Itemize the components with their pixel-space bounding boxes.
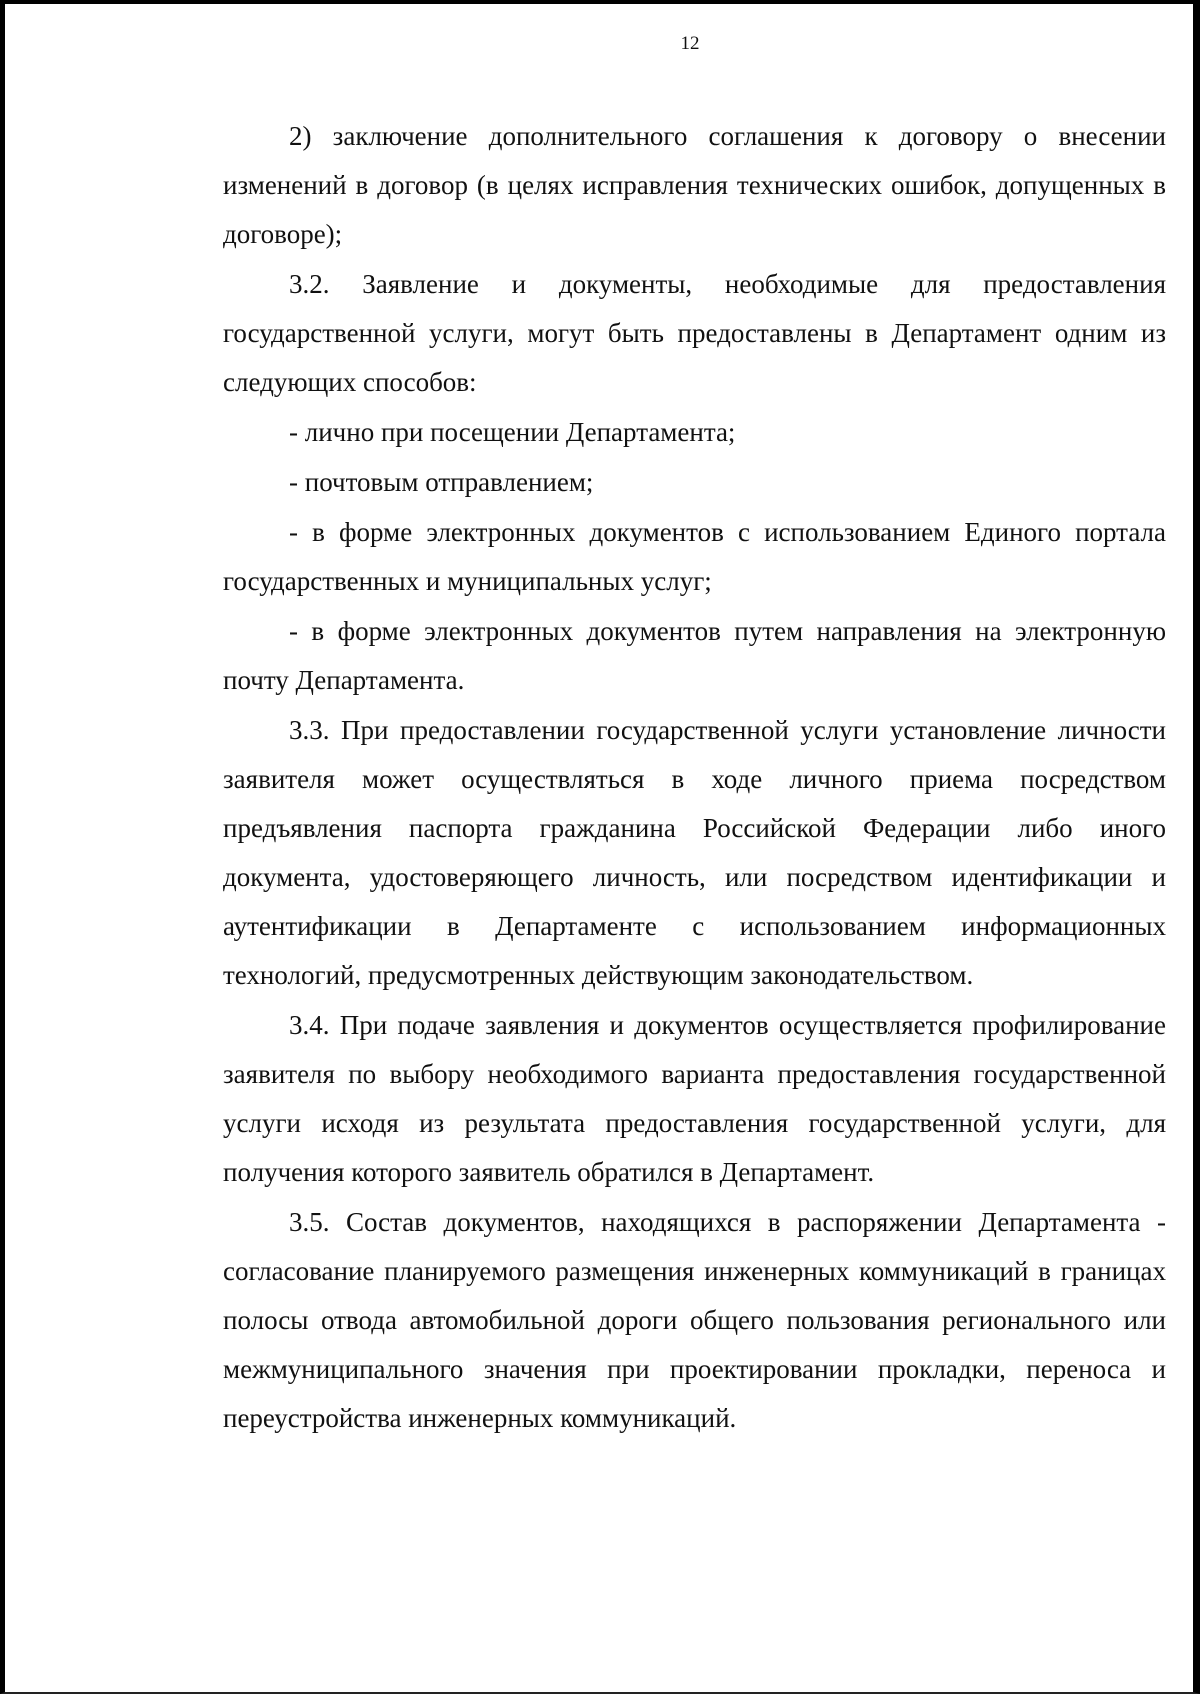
list-item-epgu: - в форме электронных документов с использованием Единого портала государственных и муниципальных услуг;: [223, 517, 1166, 596]
list-item-postal: - почтовым отправлением;: [289, 467, 594, 497]
list-item-in-person: - лично при посещении Департамента;: [289, 417, 736, 447]
paragraph-additional-agreement: 2) заключение дополнительного соглашения к договору о внесении изменений в договор (в целях исправления технических ошибок, допущенных в договоре);: [223, 121, 1166, 249]
document-body: [223, 112, 1166, 1443]
list-item-email: - в форме электронных документов путем направления на электронную почту Департамента.: [223, 616, 1166, 695]
paragraph-3-4: 3.4. При подаче заявления и документов осуществляется профилирование заявителя по выбору необходимого варианта предоставления государственной услуги исходя из результата предоставления государственной услуги, для получения которого заявитель обратился в Департамент.: [223, 1010, 1166, 1187]
paragraph-3-5: 3.5. Состав документов, находящихся в распоряжении Департамента - согласование планируемого размещения инженерных коммуникаций в границах полосы отвода автомобильной дороги общего пользования регионального или межмуниципального значения при проектировании прокладки, переноса и переустройства инженерных коммуникаций.: [223, 1207, 1166, 1433]
page-number: 12: [680, 33, 700, 54]
paragraph-3-2: 3.2. Заявление и документы, необходимые для предоставления государственной услуги, могут быть предоставлены в Департамент одним из следующих способов:: [223, 269, 1166, 397]
paragraph-3-3: 3.3. При предоставлении государственной услуги установление личности заявителя может осуществляться в ходе личного приема посредством предъявления паспорта гражданина Российской Федерации либо иного документа, удостоверяющего личность, или посредством идентификации и аутентификации в Департаменте с использованием информационных технологий, предусмотренных действующим законодательством.: [223, 715, 1166, 990]
